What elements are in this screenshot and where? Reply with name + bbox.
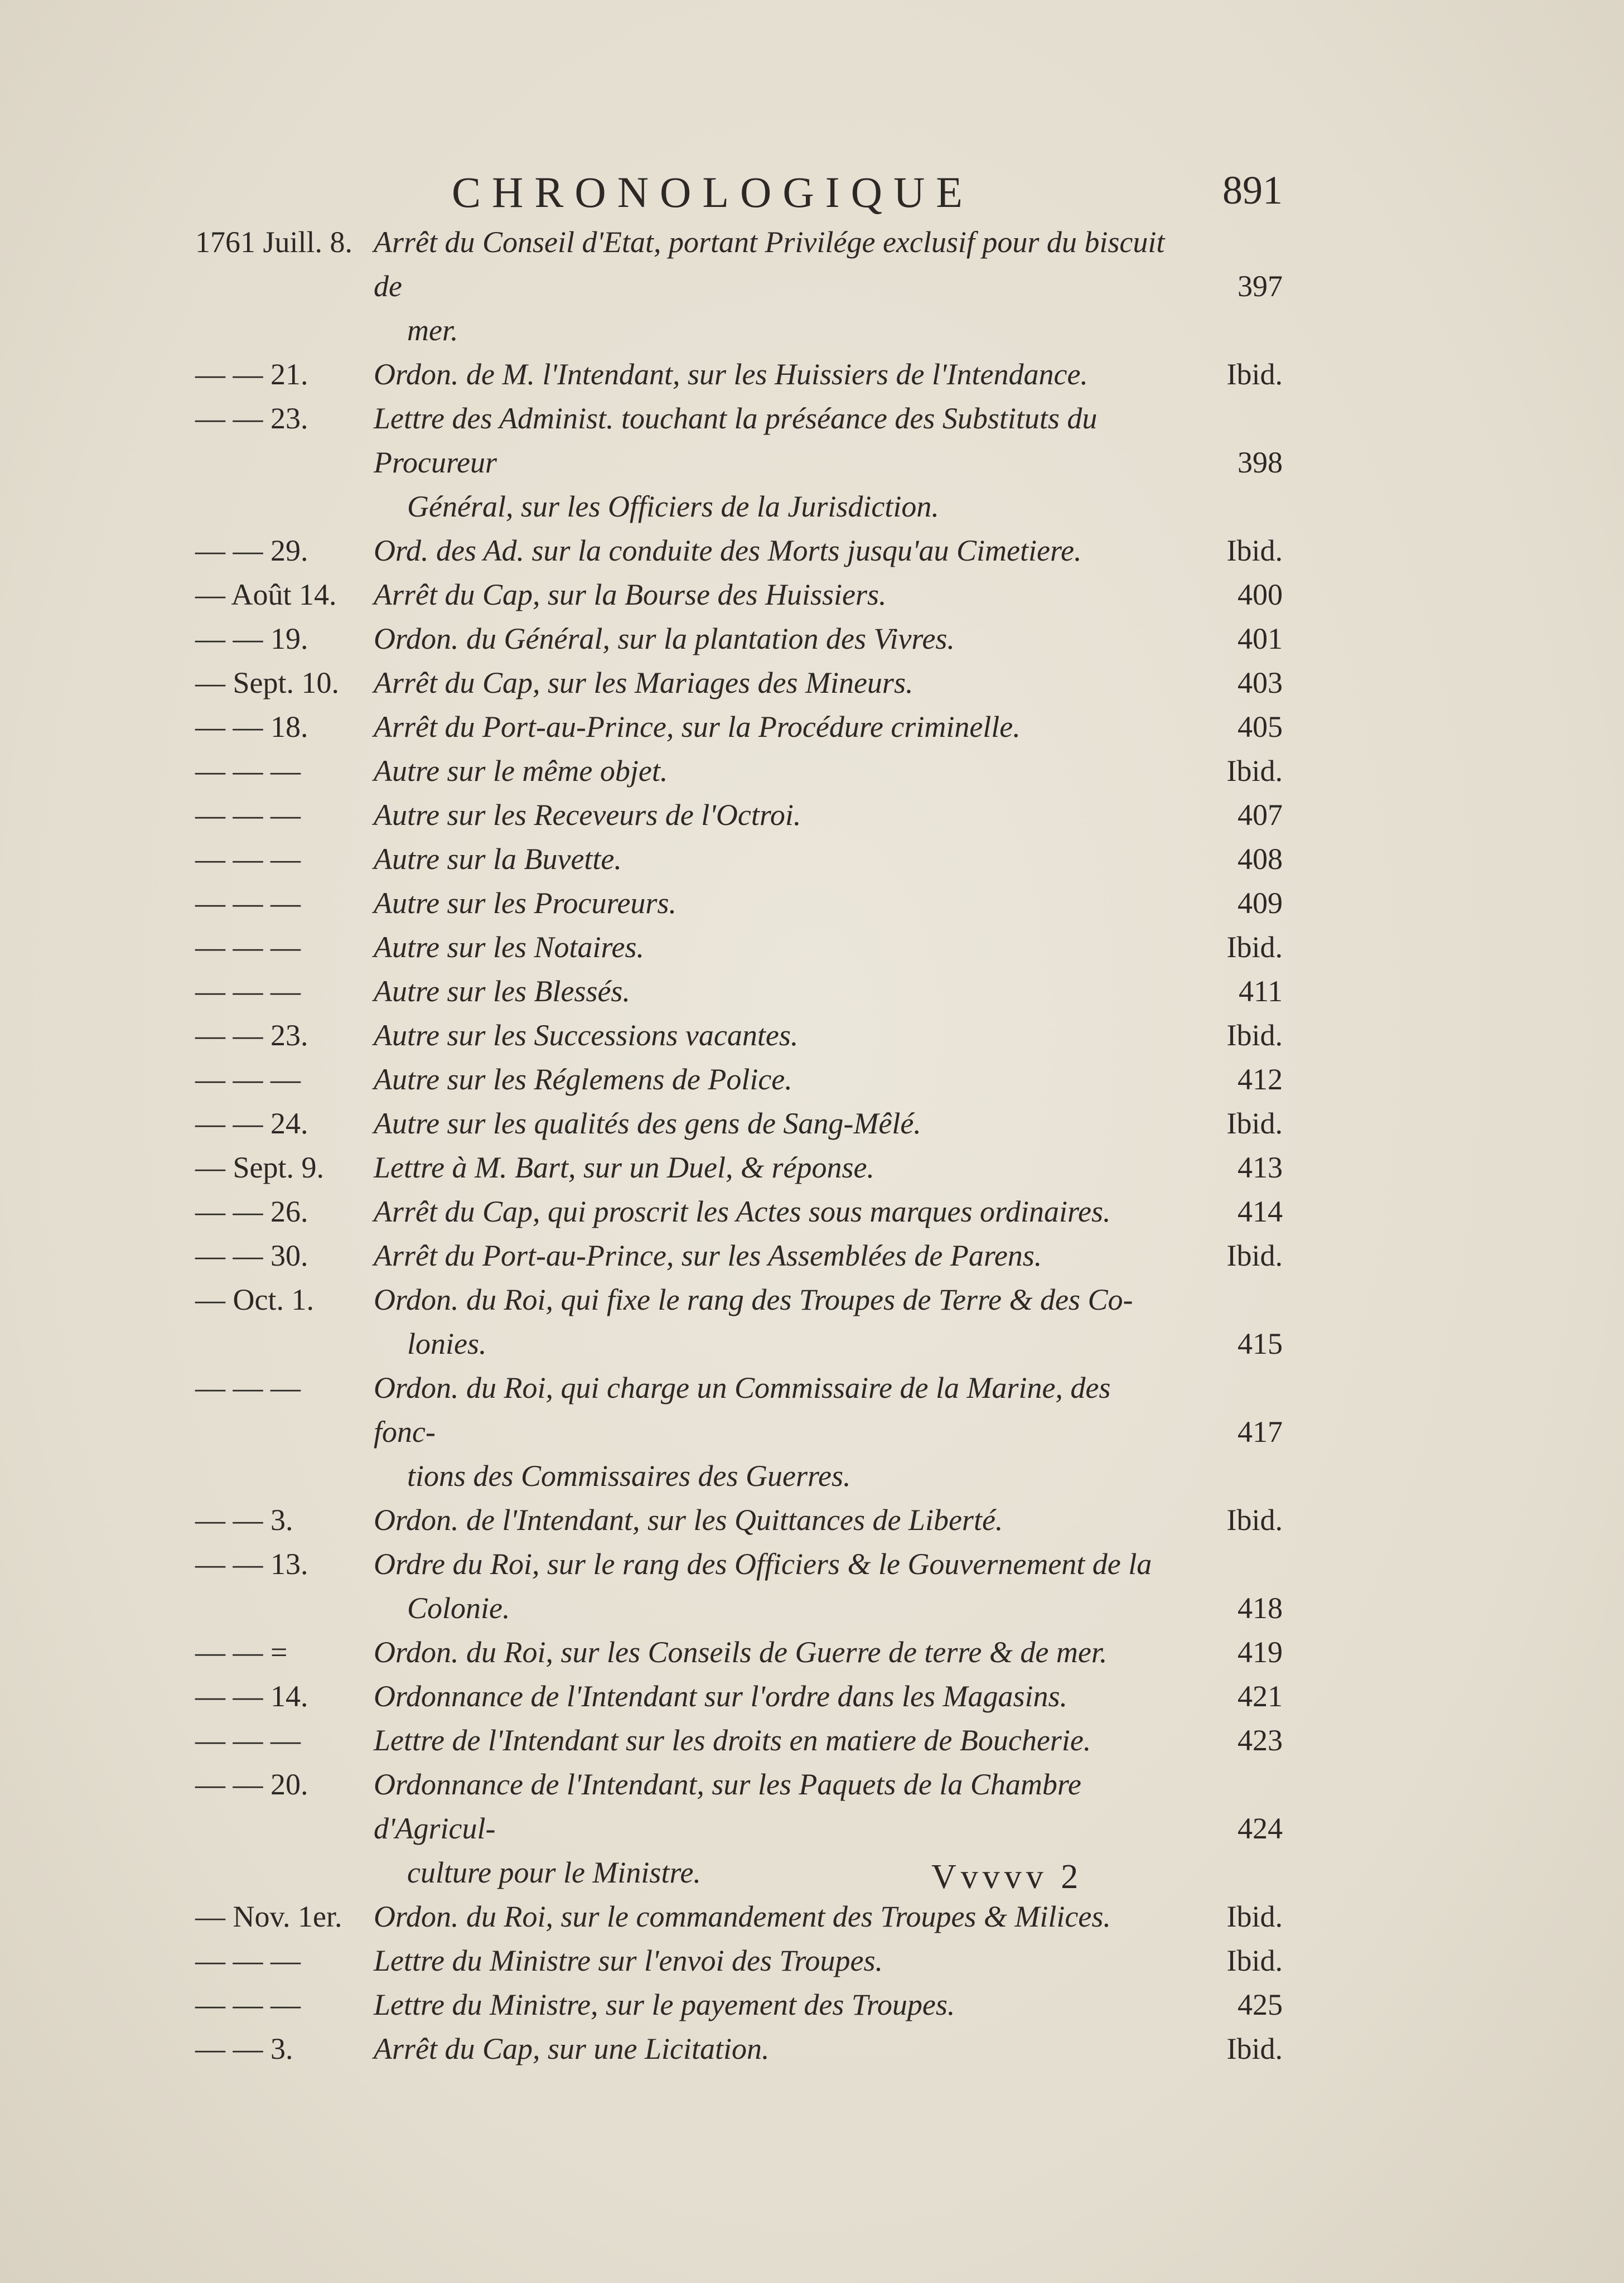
entry-description-line: Autre sur les Successions vacantes. xyxy=(374,1019,799,1052)
entry-date: — — — xyxy=(195,930,301,964)
entry-page-ref: 421 xyxy=(1238,1679,1283,1713)
chronological-entries xyxy=(195,220,1283,2071)
entry-date: — — 23. xyxy=(195,1019,308,1052)
entry-description xyxy=(374,617,1188,661)
entry-description-continuation: culture pour le Ministre. xyxy=(407,1856,701,1889)
entry-description-continuation: Colonie. xyxy=(407,1591,510,1625)
entry-date: — Oct. 1. xyxy=(195,1283,314,1316)
entry-description xyxy=(374,1983,1188,2027)
entry-page-ref: 413 xyxy=(1238,1151,1283,1184)
entry-description-line: Autre sur la Buvette. xyxy=(374,842,622,876)
entry-date: — — — xyxy=(195,842,301,876)
entry-row xyxy=(195,1013,1283,1058)
entry-page-ref: 414 xyxy=(1238,1195,1283,1228)
entry-description-continuation: mer. xyxy=(407,313,458,347)
entry-description xyxy=(374,925,1188,969)
entry-description-line: Autre sur les qualités des gens de Sang-Mêlé. xyxy=(374,1107,921,1140)
entry-description xyxy=(374,1102,1188,1146)
entry-description xyxy=(374,661,1188,705)
entry-page-ref: Ibid. xyxy=(1226,2032,1283,2065)
entry-row xyxy=(195,1102,1283,1146)
entry-row xyxy=(195,881,1283,925)
entry-description-line: Lettre du Ministre sur l'envoi des Troupes. xyxy=(374,1944,883,1977)
entry-page-ref: 403 xyxy=(1238,666,1283,699)
entry-row xyxy=(195,1146,1283,1190)
entry-description xyxy=(374,705,1188,749)
entry-description-line: Arrêt du Cap, sur la Bourse des Huissiers. xyxy=(374,578,887,611)
entry-page-ref: 409 xyxy=(1238,886,1283,920)
entry-description-continuation: tions des Commissaires des Guerres. xyxy=(407,1459,851,1493)
entry-page-ref: 400 xyxy=(1238,578,1283,611)
entry-page-ref: Ibid. xyxy=(1226,930,1283,964)
entry-description-line: Lettre de l'Intendant sur les droits en matiere de Boucherie. xyxy=(374,1724,1091,1757)
entry-page-ref: Ibid. xyxy=(1226,1107,1283,1140)
entry-page-ref: 405 xyxy=(1238,710,1283,744)
entry-description-line: Autre sur le même objet. xyxy=(374,754,668,788)
entry-date: — Sept. 10. xyxy=(195,666,340,699)
page-header xyxy=(190,167,1283,229)
entry-description-line: Ord. des Ad. sur la conduite des Morts jusqu'au Cimetiere. xyxy=(374,534,1082,567)
entry-description-continuation: lonies. xyxy=(407,1327,487,1360)
entry-row xyxy=(195,1719,1283,1763)
entry-description-line: Ordre du Roi, sur le rang des Officiers & le Gouvernement de la xyxy=(374,1547,1152,1581)
entry-row xyxy=(195,1498,1283,1542)
entry-row xyxy=(195,837,1283,881)
entry-date: 1761 Juill. 8. xyxy=(195,225,353,259)
entry-date: — — — xyxy=(195,754,301,788)
entry-row xyxy=(195,1895,1283,1939)
entry-row xyxy=(195,661,1283,705)
entry-date: — — 21. xyxy=(195,358,308,391)
entry-description xyxy=(374,749,1188,793)
entry-description-line: Lettre des Administ. touchant la préséance des Substituts du Procureur xyxy=(374,402,1098,479)
entry-date: — — 30. xyxy=(195,1239,308,1272)
entry-description-line: Ordon. du Roi, sur les Conseils de Guerre de terre & de mer. xyxy=(374,1635,1108,1669)
entry-page-ref: 398 xyxy=(1238,446,1283,479)
entry-page-ref: 407 xyxy=(1238,798,1283,832)
entry-description xyxy=(374,1013,1188,1058)
entry-page-ref: 419 xyxy=(1238,1635,1283,1669)
entry-date: — Nov. 1er. xyxy=(195,1900,342,1933)
entry-date: — — 29. xyxy=(195,534,308,567)
entry-row xyxy=(195,397,1283,529)
entry-date: — — 14. xyxy=(195,1679,308,1713)
entry-page-ref: Ibid. xyxy=(1226,1944,1283,1977)
entry-date: — — — xyxy=(195,1988,301,2021)
entry-row xyxy=(195,2027,1283,2071)
entry-page-ref: Ibid. xyxy=(1226,1503,1283,1537)
entry-date: — — 3. xyxy=(195,2032,293,2065)
entry-date: — — — xyxy=(195,1063,301,1096)
entry-date: — — — xyxy=(195,1371,301,1404)
entry-description xyxy=(374,1278,1188,1366)
entry-description xyxy=(374,1939,1188,1983)
entry-page-ref: 411 xyxy=(1239,974,1283,1008)
entry-date: — — 18. xyxy=(195,710,308,744)
entry-description-line: Arrêt du Port-au-Prince, sur les Assemblées de Parens. xyxy=(374,1239,1042,1272)
entry-date: — — — xyxy=(195,798,301,832)
entry-page-ref: 401 xyxy=(1238,622,1283,655)
entry-description-line: Autre sur les Notaires. xyxy=(374,930,644,964)
entry-description xyxy=(374,1895,1188,1939)
entry-description xyxy=(374,2027,1188,2071)
entry-description xyxy=(374,1498,1188,1542)
entry-row xyxy=(195,353,1283,397)
entry-row xyxy=(195,749,1283,793)
entry-row xyxy=(195,1939,1283,1983)
entry-description xyxy=(374,881,1188,925)
entry-description xyxy=(374,793,1188,837)
entry-description xyxy=(374,837,1188,881)
entry-date: — — 19. xyxy=(195,622,308,655)
entry-page-ref: 417 xyxy=(1238,1415,1283,1449)
entry-page-ref: Ibid. xyxy=(1226,358,1283,391)
entry-date: — — 26. xyxy=(195,1195,308,1228)
entry-description-line: Ordon. du Général, sur la plantation des Vivres. xyxy=(374,622,955,655)
entry-row xyxy=(195,573,1283,617)
entry-row xyxy=(195,1674,1283,1719)
entry-description xyxy=(374,1366,1188,1498)
entry-row xyxy=(195,529,1283,573)
entry-description-line: Arrêt du Cap, sur une Licitation. xyxy=(374,2032,770,2065)
entry-date: — — 13. xyxy=(195,1547,308,1581)
entry-page-ref: Ibid. xyxy=(1226,1900,1283,1933)
entry-description xyxy=(374,1058,1188,1102)
entry-description xyxy=(374,353,1188,397)
entry-page-ref: 425 xyxy=(1238,1988,1283,2021)
entry-row xyxy=(195,1366,1283,1498)
entry-row xyxy=(195,1278,1283,1366)
entry-description xyxy=(374,969,1188,1013)
entry-description-line: Lettre à M. Bart, sur un Duel, & réponse. xyxy=(374,1151,874,1184)
signature-mark: Vvvvv 2 xyxy=(931,1858,1083,1896)
entry-row xyxy=(195,925,1283,969)
entry-description-line: Ordonnance de l'Intendant sur l'ordre dans les Magasins. xyxy=(374,1679,1068,1713)
entry-row xyxy=(195,1058,1283,1102)
entry-description xyxy=(374,1630,1188,1674)
entry-row xyxy=(195,793,1283,837)
entry-page-ref: Ibid. xyxy=(1226,534,1283,567)
entry-row xyxy=(195,969,1283,1013)
entry-description-line: Arrêt du Cap, sur les Mariages des Mineurs. xyxy=(374,666,914,699)
entry-description-line: Autre sur les Réglemens de Police. xyxy=(374,1063,792,1096)
entry-page-ref: 424 xyxy=(1238,1812,1283,1845)
entry-description xyxy=(374,1674,1188,1719)
entry-date: — — 23. xyxy=(195,402,308,435)
entry-page-ref: 415 xyxy=(1238,1327,1283,1360)
entry-description-line: Arrêt du Cap, qui proscrit les Actes sous marques ordinaires. xyxy=(374,1195,1111,1228)
entry-date: — Août 14. xyxy=(195,578,337,611)
entry-date: — — 24. xyxy=(195,1107,308,1140)
entry-row xyxy=(195,1763,1283,1895)
entry-page-ref: Ibid. xyxy=(1226,1239,1283,1272)
entry-description xyxy=(374,529,1188,573)
entry-date: — — = xyxy=(195,1635,288,1669)
entry-description xyxy=(374,573,1188,617)
entry-page-ref: 423 xyxy=(1238,1724,1283,1757)
entry-row xyxy=(195,1190,1283,1234)
entry-description xyxy=(374,1190,1188,1234)
entry-page-ref: 397 xyxy=(1238,269,1283,303)
entry-page-ref: Ibid. xyxy=(1226,754,1283,788)
entry-date: — — — xyxy=(195,1944,301,1977)
entry-row xyxy=(195,617,1283,661)
entry-description-line: Autre sur les Procureurs. xyxy=(374,886,676,920)
entry-description-line: Arrêt du Conseil d'Etat, portant Privilége exclusif pour du biscuit de xyxy=(374,225,1165,303)
entry-description-line: Ordon. du Roi, sur le commandement des Troupes & Milices. xyxy=(374,1900,1111,1933)
entry-description-line: Ordon. du Roi, qui charge un Commissaire de la Marine, des fonc- xyxy=(374,1371,1111,1449)
entry-description xyxy=(374,220,1188,353)
running-title: CHRONOLOGIQUE xyxy=(452,168,974,216)
entry-page-ref: 418 xyxy=(1238,1591,1283,1625)
page-number: 891 xyxy=(1222,168,1283,213)
entry-date: — — 20. xyxy=(195,1768,308,1801)
entry-row xyxy=(195,220,1283,353)
entry-description-line: Autre sur les Blessés. xyxy=(374,974,630,1008)
entry-page-ref: 412 xyxy=(1238,1063,1283,1096)
entry-description-line: Lettre du Ministre, sur le payement des Troupes. xyxy=(374,1988,955,2021)
entry-page-ref: Ibid. xyxy=(1226,1019,1283,1052)
entry-description-line: Ordon. du Roi, qui fixe le rang des Troupes de Terre & des Co- xyxy=(374,1283,1133,1316)
entry-date: — — — xyxy=(195,974,301,1008)
entry-description xyxy=(374,1234,1188,1278)
entry-description xyxy=(374,1146,1188,1190)
entry-row xyxy=(195,1983,1283,2027)
entry-description-line: Ordonnance de l'Intendant, sur les Paquets de la Chambre d'Agricul- xyxy=(374,1768,1081,1845)
entry-row xyxy=(195,1542,1283,1630)
entry-description-line: Arrêt du Port-au-Prince, sur la Procédure criminelle. xyxy=(374,710,1021,744)
entry-description xyxy=(374,1719,1188,1763)
entry-row xyxy=(195,1234,1283,1278)
entry-date: — — — xyxy=(195,1724,301,1757)
entry-description-line: Ordon. de M. l'Intendant, sur les Huissiers de l'Intendance. xyxy=(374,358,1088,391)
entry-row xyxy=(195,1630,1283,1674)
entry-description xyxy=(374,397,1188,529)
entry-date: — — 3. xyxy=(195,1503,293,1537)
entry-date: — Sept. 9. xyxy=(195,1151,325,1184)
entry-date: — — — xyxy=(195,886,301,920)
entry-page-ref: 408 xyxy=(1238,842,1283,876)
entry-description-line: Autre sur les Receveurs de l'Octroi. xyxy=(374,798,801,832)
entry-description-continuation: Général, sur les Officiers de la Jurisdiction. xyxy=(407,490,939,523)
entry-description-line: Ordon. de l'Intendant, sur les Quittances de Liberté. xyxy=(374,1503,1003,1537)
entry-description xyxy=(374,1542,1188,1630)
entry-row xyxy=(195,705,1283,749)
